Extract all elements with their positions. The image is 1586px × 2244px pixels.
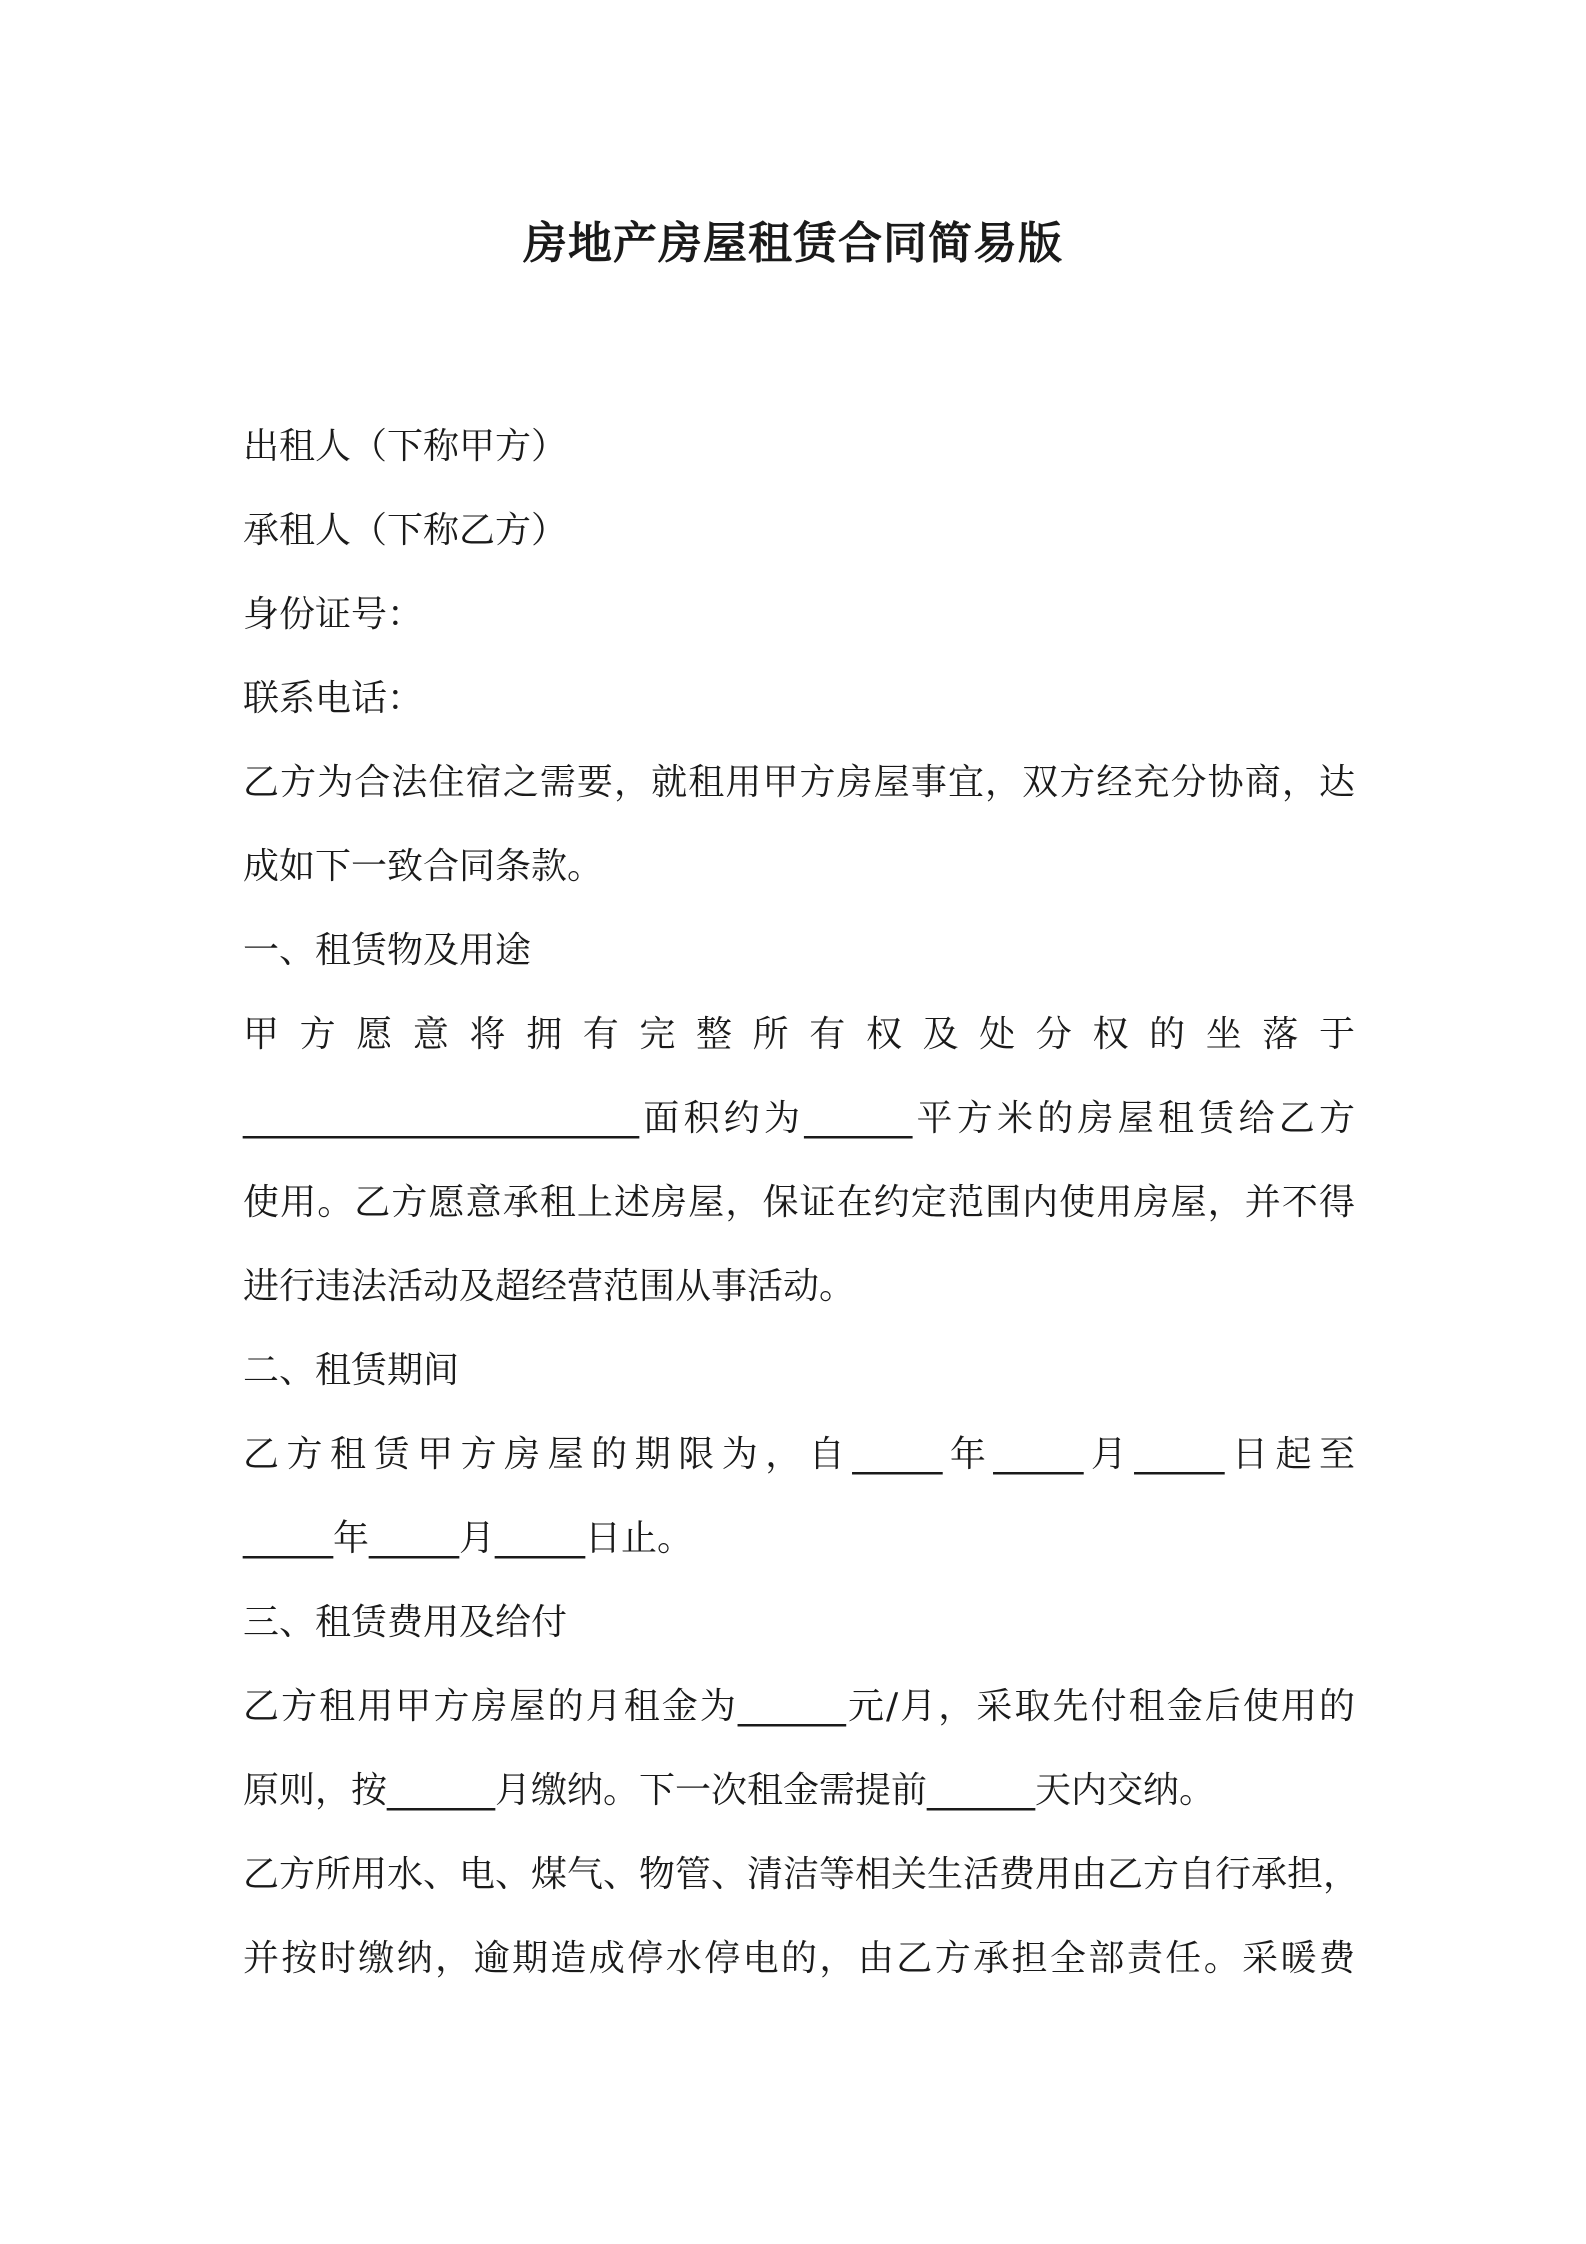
section-3-line-4: 并按时缴纳，逾期造成停水停电的，由乙方承担全部责任。采暖费 — [243, 1938, 1355, 1979]
id-number-line: 身份证号： — [243, 594, 424, 635]
section-3-line-1: 乙方租用甲方房屋的月租金为______元/月，采取先付租金后使用的 — [243, 1686, 1355, 1727]
document-body — [243, 405, 1360, 2001]
lessor-line: 出租人（下称甲方） — [243, 426, 568, 467]
document-title: 房地产房屋租赁合同简易版 — [523, 218, 1063, 269]
phone-line: 联系电话： — [243, 678, 424, 719]
intro-line-1: 乙方为合法住宿之需要，就租用甲方房屋事宜，双方经充分协商，达 — [243, 762, 1355, 803]
section-3-heading: 三、租赁费用及给付 — [243, 1602, 568, 1643]
section-1-line-4: 进行违法活动及超经营范围从事活动。 — [243, 1266, 856, 1307]
section-2-line-1: 乙方租赁甲方房屋的期限为，自_____年_____月_____日起至 — [243, 1434, 1355, 1475]
section-1-line-2: ______________________面积约为______平方米的房屋租赁给乙方 — [243, 1098, 1355, 1139]
section-2-line-2: _____年_____月_____日止。 — [243, 1518, 694, 1559]
section-1-heading: 一、租赁物及用途 — [243, 930, 532, 971]
section-3-line-3: 乙方所用水、电、煤气、物管、清洁等相关生活费用由乙方自行承担， — [243, 1854, 1360, 1895]
section-1-line-3: 使用。乙方愿意承租上述房屋，保证在约定范围内使用房屋，并不得 — [243, 1182, 1355, 1223]
section-2-heading: 二、租赁期间 — [243, 1350, 460, 1391]
intro-line-2: 成如下一致合同条款。 — [243, 846, 604, 887]
lessee-line: 承租人（下称乙方） — [243, 510, 568, 551]
section-3-line-2: 原则，按______月缴纳。下一次租金需提前______天内交纳。 — [243, 1770, 1216, 1811]
section-1-line-1: 甲 方 愿 意 将 拥 有 完 整 所 有 权 及 处 分 权 的 坐 落 于 — [243, 1014, 1355, 1055]
